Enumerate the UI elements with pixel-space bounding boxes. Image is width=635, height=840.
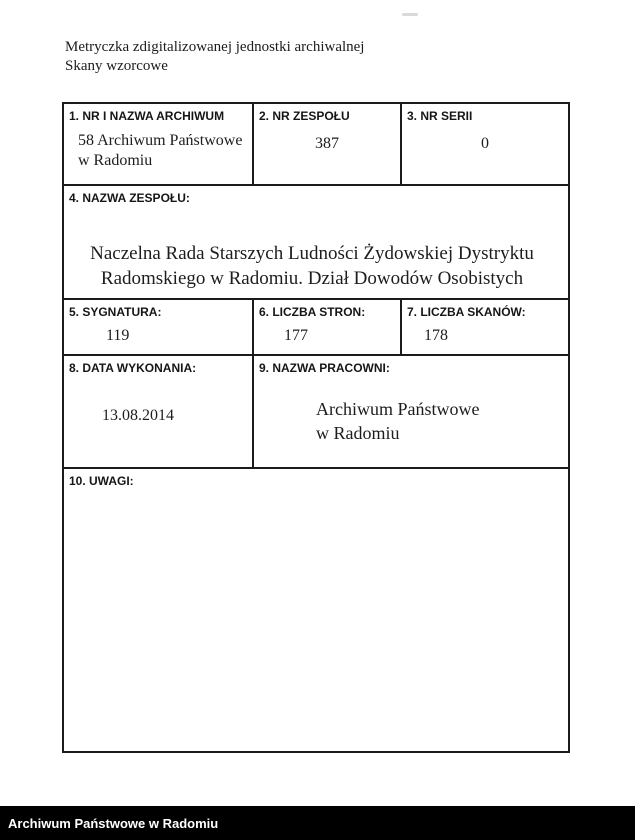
field-archive-value-line2: w Radomiu (78, 152, 153, 169)
field-fonds-name-label: 4. NAZWA ZESPOŁU: (69, 191, 190, 205)
field-page-count-label: 6. LICZBA STRON: (259, 305, 366, 319)
document-title-line1: Metryczka zdigitalizowanej jednostki archiwalnej (65, 39, 365, 55)
field-lab-value-line1: Archiwum Państwowe (316, 399, 480, 419)
field-scan-date (64, 356, 254, 469)
field-scan-count-value: 178 (424, 327, 448, 344)
metadata-form-table (62, 102, 570, 753)
field-scan-date-label: 8. DATA WYKONANIA: (69, 361, 197, 375)
viewer-footer-title: Archiwum Państwowe w Radomiu (8, 815, 219, 831)
field-scan-count (402, 300, 568, 356)
field-scan-date-value: 13.08.2014 (102, 407, 174, 424)
field-lab (254, 356, 568, 469)
field-page-count-value: 177 (284, 327, 308, 344)
field-fonds-number (254, 104, 402, 186)
document-title-line2: Skany wzorcowe (65, 58, 168, 74)
scan-artifact (402, 13, 418, 16)
field-page-count (254, 300, 402, 356)
field-lab-value-line2: w Radomiu (316, 423, 400, 443)
field-archive-value (78, 131, 252, 171)
field-remarks (64, 469, 568, 751)
field-fonds-name-value-line1: Naczelna Rada Starszych Ludności Żydowskiej Dystryktu (90, 243, 534, 264)
field-remarks-label: 10. UWAGI: (69, 474, 134, 488)
field-archive-label: 1. NR I NAZWA ARCHIWUM (69, 109, 225, 123)
field-scan-count-label: 7. LICZBA SKANÓW: (407, 305, 526, 319)
field-fonds-name (64, 186, 568, 300)
field-archive (64, 104, 254, 186)
field-archive-value-line1: 58 Archiwum Państwowe (78, 132, 243, 149)
viewer-footer-bar (0, 806, 635, 840)
document-title (65, 38, 364, 76)
field-fonds-number-label: 2. NR ZESPOŁU (259, 109, 350, 123)
field-series-number (402, 104, 568, 186)
field-lab-label: 9. NAZWA PRACOWNI: (259, 361, 390, 375)
field-signature-value: 119 (106, 327, 130, 344)
field-fonds-name-value-line2: Radomskiego w Radomiu. Dział Dowodów Osobistych (100, 268, 524, 289)
field-fonds-name-value (64, 241, 568, 291)
field-lab-value (316, 397, 568, 445)
field-fonds-number-value: 387 (315, 135, 339, 152)
field-signature-label: 5. SYGNATURA: (69, 305, 162, 319)
field-series-number-label: 3. NR SERII (407, 109, 473, 123)
field-series-number-value: 0 (481, 135, 489, 152)
field-signature (64, 300, 254, 356)
